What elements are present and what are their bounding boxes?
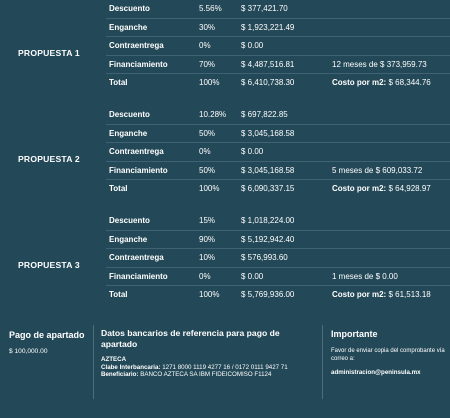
row-amount: $ 1,923,221.49 [241,22,295,32]
apartado-title: Pago de apartado [9,330,85,340]
cost-per-m2-label: Costo por m2: [332,184,387,194]
row-amount: $ 377,421.70 [241,4,288,13]
row-amount: $ 6,090,337.15 [241,184,295,194]
row-label: Descuento [109,216,150,225]
cost-per-m2 [332,286,431,304]
table-row [106,125,450,144]
proposal-block [0,106,450,212]
row-label: Contraentrega [109,147,164,157]
row-label: Total [109,184,128,194]
row-amount: $ 4,487,516.81 [241,59,295,69]
total-row [106,180,450,198]
row-percent: 90% [199,234,216,244]
clabe-line [101,364,321,372]
bank-name: AZTECA [101,356,127,363]
cost-per-m2-label: Costo por m2: [332,290,387,300]
row-percent: 0% [199,41,211,51]
table-row [106,143,450,162]
cost-per-m2 [332,74,431,92]
bank-info [101,356,321,379]
row-percent: 15% [199,216,216,225]
importante-note: Favor de enviar copia del comprobante vía correo a: [331,348,445,362]
row-amount: $ 5,769,936.00 [241,290,295,300]
row-amount: $ 697,822.85 [241,110,288,119]
row-label: Enganche [109,22,148,32]
row-amount: $ 6,410,738.30 [241,78,295,88]
proposal-table [106,106,450,198]
row-label: Total [109,290,128,300]
table-row [106,19,450,38]
table-row [106,212,450,231]
cost-per-m2 [332,180,431,198]
total-row [106,286,450,304]
installments-text: 12 meses de $ 373,959.73 [332,59,427,69]
divider [93,325,94,399]
table-row [106,106,450,125]
row-label: Descuento [109,4,150,13]
beneficiario-value: BANCO AZTECA SA IBM FIDEICOMISO F1124 [138,371,272,379]
row-amount: $ 3,045,168.58 [241,165,295,175]
row-percent: 50% [199,128,216,138]
clabe-value: 1271 8000 1119 4277 16 / 0172 0111 9427 71 [160,363,288,371]
proposal-block [0,0,450,106]
proposal-title: PROPUESTA 1 [18,48,80,58]
cost-per-m2-value: $ 64,928.97 [386,184,431,194]
row-percent: 100% [199,184,220,194]
email-link[interactable]: administracion@peninsula.mx [331,369,421,376]
clabe-label: Clabe Interbancaria: [101,363,161,371]
row-label: Financiamiento [109,165,168,175]
cost-per-m2-value: $ 68,344.76 [386,78,431,88]
proposal-title: PROPUESTA 2 [18,154,80,164]
row-label: Descuento [109,110,150,119]
row-percent: 100% [199,290,220,300]
table-row [106,231,450,250]
table-row [106,37,450,56]
table-row [106,162,450,181]
cost-per-m2-label: Costo por m2: [332,78,387,88]
row-percent: 0% [199,147,211,157]
row-percent: 0% [199,271,211,281]
row-percent: 30% [199,22,216,32]
row-label: Financiamiento [109,271,168,281]
apartado-amount: $ 100,000.00 [9,348,48,355]
beneficiario-label: Beneficiario: [101,371,139,379]
proposal-table [106,212,450,304]
proposal-table [106,0,450,92]
row-label: Enganche [109,234,148,244]
cost-per-m2-value: $ 61,513.18 [386,290,431,300]
row-label: Total [109,78,128,88]
row-amount: $ 576,993.60 [241,253,288,263]
beneficiario-line [101,371,321,379]
footer-section [0,318,450,418]
bank-info-title: Datos bancarios de referencia para pago de apartado [101,328,280,349]
installments-text: 5 meses de $ 609,033.72 [332,165,423,175]
table-row [106,0,450,19]
importante-title: Importante [331,329,378,339]
table-row [106,56,450,75]
total-row [106,74,450,92]
row-label: Contraentrega [109,41,164,51]
row-percent: 70% [199,59,216,69]
row-percent: 5.56% [199,4,222,13]
row-label: Enganche [109,128,148,138]
table-row [106,268,450,287]
row-percent: 10% [199,253,216,263]
row-percent: 100% [199,78,220,88]
divider [322,325,323,399]
row-amount: $ 1,018,224.00 [241,216,295,225]
row-amount: $ 3,045,168.58 [241,128,295,138]
row-amount: $ 0.00 [241,271,264,281]
proposal-block [0,212,450,318]
row-label: Financiamiento [109,59,168,69]
row-percent: 10.28% [199,110,227,119]
row-amount: $ 0.00 [241,41,264,51]
installments-text: 1 meses de $ 0.00 [332,271,398,281]
row-percent: 50% [199,165,216,175]
row-amount: $ 0.00 [241,147,264,157]
row-amount: $ 5,192,942.40 [241,234,295,244]
proposal-title: PROPUESTA 3 [18,260,80,270]
table-row [106,249,450,268]
row-label: Contraentrega [109,253,164,263]
